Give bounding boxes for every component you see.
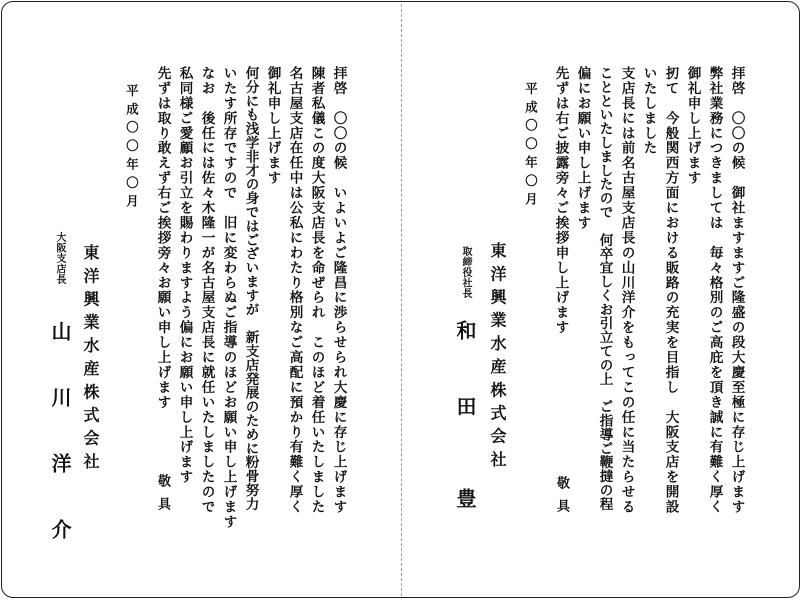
right-closing: 敬具 <box>554 476 569 522</box>
left-signer-title: 大阪支店長 <box>54 232 65 285</box>
left-body-line-5: 何分にも浅学非才の身ではございますが 新支店発展のために粉骨努力 <box>242 66 259 511</box>
center-fold-line <box>401 4 402 596</box>
right-signer-family-name: 和 <box>453 320 477 340</box>
right-body-line-2: 弊社業務につきましては 毎々格別のご高庇を頂き誠に有難く厚く <box>706 66 723 515</box>
left-body-line-8: 私同様ご愛顧お引立を賜わりますよう偏にお願い申し上げます <box>176 66 193 485</box>
right-body-line-3: 御礼申し上げます <box>684 66 701 186</box>
right-company-name: 東洋興業水産株式会社 <box>488 242 507 474</box>
right-body-line-6: 支店長には前名古屋支店長の山川洋介をもってこの任に当たらせる <box>618 66 635 515</box>
left-body-line-9: 先ずは取り敢えず右ご挨拶旁々お願い申し上げます <box>154 66 171 410</box>
left-signer-family-name: 山川 <box>48 321 72 453</box>
left-date: 平成〇〇年〇月 <box>124 84 140 213</box>
left-body-line-2: 陳者私儀この度大阪支店長を命ぜられ このほど着任いたしました <box>308 66 325 515</box>
left-body-line-4: 御礼申し上げます <box>264 66 281 186</box>
left-body-line-7: なお 後任には佐々木隆一が名古屋支店長に就任いたしましたので <box>198 66 215 515</box>
left-signer-given-name: 洋介 <box>48 453 72 585</box>
left-company-name: 東洋興業水産株式会社 <box>81 244 100 476</box>
right-body-line-4: 扨て 今般関西方面における販路の充実を目指し 大阪支店を開設 <box>662 66 679 515</box>
right-body-line-5: いたしました <box>640 66 657 156</box>
right-signer-given-name: 田 豊 <box>453 396 477 534</box>
right-signer-title: 取締役社長 <box>460 246 471 299</box>
left-body-line-6: いたす所存ですので 旧に変わらぬご指導のほどお願い申し上げます <box>220 66 237 530</box>
left-body-line-3: 名古屋支店在任中は公私にわたり格別なご高配に預かり有難く厚く <box>286 66 303 515</box>
right-body-line-1: 拝啓 〇〇の候 御社ますますご隆盛の段大慶至極に存じ上げます <box>728 66 745 515</box>
right-date: 平成〇〇年〇月 <box>523 82 539 211</box>
left-closing: 敬具 <box>155 474 170 520</box>
left-body-line-1: 拝啓 〇〇の候 いよいよご隆昌に渉らせられ大慶に存じ上げます <box>330 66 347 515</box>
right-body-line-7: ことといたしましたので 何卒宜しくお引立ての上 ご指導ご鞭撻の程 <box>596 66 613 511</box>
right-body-line-9: 先ずは右ご披露旁々ご挨拶申し上げます <box>552 66 569 336</box>
right-body-line-8: 偏にお願い申し上げます <box>574 66 591 231</box>
